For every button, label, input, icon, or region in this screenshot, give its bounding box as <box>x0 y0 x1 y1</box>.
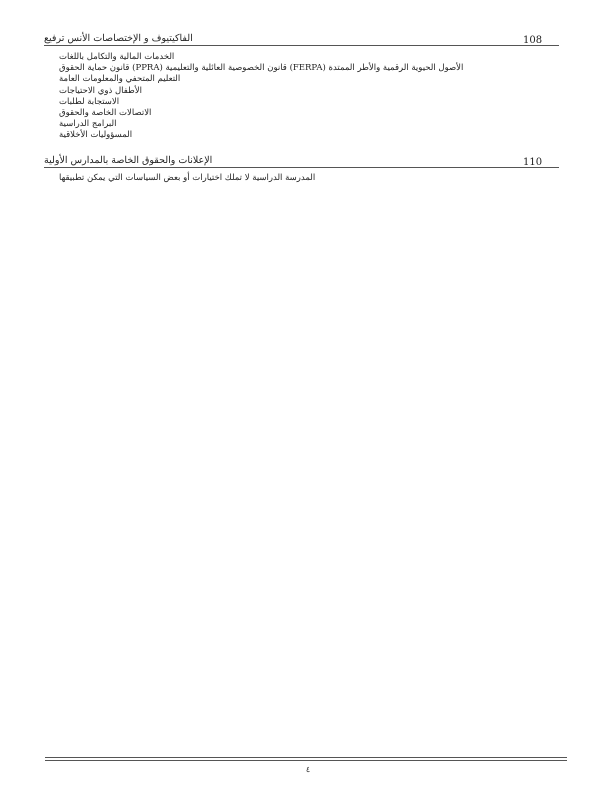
toc-subitem-list <box>59 52 463 142</box>
toc-subitem: الاتصالات الخاصة والحقوق <box>59 107 152 118</box>
toc-section-page-number: 108 <box>523 35 543 46</box>
toc-subitem-list <box>59 173 315 184</box>
toc-subitem: المدرسة الدراسية لا تملك اختيارات أو بعض السياسات التي يمكن تطبيقها <box>59 173 316 183</box>
toc-subitem: الأطفال ذوي الاحتياجات <box>59 85 143 96</box>
toc-subitem: الأصول الحيوية الرقمية والأطر الممتدة (FERPA) قانون الخصوصية العائلية والتعليمية (PPRA) قانون حماية الحقوق <box>59 63 464 74</box>
toc-section-heading <box>44 154 559 168</box>
footer-page-number: ٤ <box>305 765 311 774</box>
toc-subitem: التعليم المتحفي والمعلومات العامة <box>59 74 181 85</box>
toc-section-title: الفاكيتيوف و الإختصاصات الأنس ترفيع <box>44 33 193 44</box>
toc-subitem: الخدمات المالية والتكامل باللغات <box>59 52 175 62</box>
toc-subitem: المسؤوليات الأخلاقية <box>59 130 133 141</box>
toc-section-heading <box>44 32 559 46</box>
footer-rule <box>45 757 567 758</box>
toc-section-page-number: 110 <box>523 157 543 168</box>
toc-subitem: الاستجابة لطلبات <box>59 96 120 107</box>
toc-subitem: البرامج الدراسية <box>59 119 117 130</box>
toc-section-title: الإعلانات والحقوق الخاصة بالمدارس الأولية <box>44 155 213 166</box>
footer-rule <box>45 760 567 761</box>
